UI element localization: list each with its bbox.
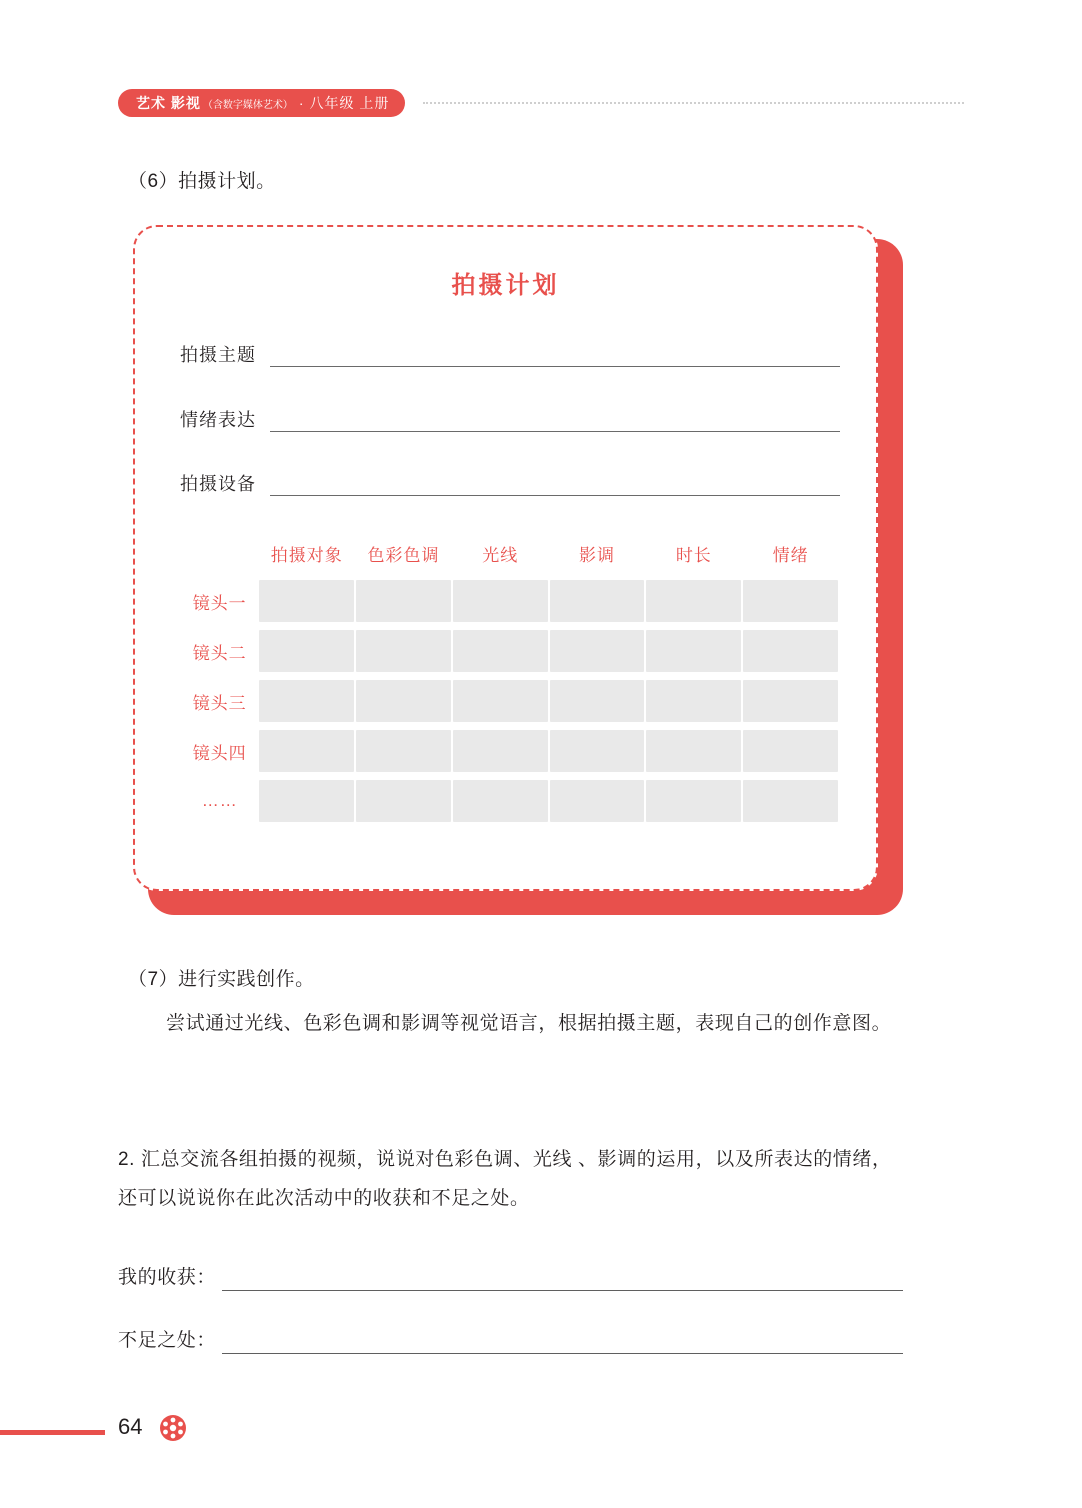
answer-input-shortcomings[interactable] <box>222 1333 903 1354</box>
field-label-emotion: 情绪表达 <box>180 410 256 430</box>
cell-shot1-shadow-tone[interactable] <box>550 580 645 622</box>
table-row <box>182 730 838 772</box>
cell-shot4-duration[interactable] <box>646 730 741 772</box>
cell-more-duration[interactable] <box>646 780 741 822</box>
cell-shot4-emotion[interactable] <box>743 730 838 772</box>
item-7-heading: （7）进行实践创作。 <box>128 969 315 990</box>
cell-shot3-subject[interactable] <box>259 680 354 722</box>
card-title: 拍摄计划 <box>451 272 560 299</box>
cell-more-emotion[interactable] <box>743 780 838 822</box>
cell-shot1-duration[interactable] <box>646 580 741 622</box>
row-label-shot-3: 镜头三 <box>192 693 247 713</box>
table-row <box>182 630 838 672</box>
row-label-shot-2: 镜头二 <box>192 643 247 663</box>
item-6-heading: （6）拍摄计划。 <box>128 171 276 192</box>
page-number: 64 <box>118 1414 143 1439</box>
field-row-theme <box>180 343 840 367</box>
field-input-emotion[interactable] <box>270 413 840 432</box>
item-2-body: 2. 汇总交流各组拍摄的视频，说说对色彩色调、光线 、影调的运用，以及所表达的情绪，还可以说说你在此次活动中的收获和不足之处。 <box>118 1149 892 1209</box>
film-reel-icon <box>158 1413 188 1443</box>
subject-title: 艺术 影视 <box>136 95 201 111</box>
cell-more-subject[interactable] <box>259 780 354 822</box>
card-body <box>133 225 878 891</box>
cell-more-color-tone[interactable] <box>356 780 451 822</box>
cell-shot4-shadow-tone[interactable] <box>550 730 645 772</box>
answer-row-gains <box>118 1265 903 1291</box>
field-input-theme[interactable] <box>270 348 840 367</box>
col-header-subject: 拍摄对象 <box>270 546 343 565</box>
col-header-emotion: 情绪 <box>772 546 809 565</box>
item-7-body: 尝试通过光线、色彩色调和影调等视觉语言，根据拍摄主题，表现自己的创作意图。 <box>166 1013 892 1034</box>
cell-shot2-duration[interactable] <box>646 630 741 672</box>
table-row <box>182 680 838 722</box>
cell-shot4-subject[interactable] <box>259 730 354 772</box>
cell-shot1-emotion[interactable] <box>743 580 838 622</box>
field-input-equipment[interactable] <box>270 477 840 496</box>
row-label-more: …… <box>201 791 238 810</box>
field-row-emotion <box>180 408 840 432</box>
cell-shot2-shadow-tone[interactable] <box>550 630 645 672</box>
answer-input-gains[interactable] <box>222 1270 903 1291</box>
cell-shot3-duration[interactable] <box>646 680 741 722</box>
subject-badge <box>118 89 405 117</box>
grade-label: · 八年级 上册 <box>298 95 390 111</box>
cell-shot4-light[interactable] <box>453 730 548 772</box>
field-row-equipment <box>180 472 840 496</box>
answer-label-shortcomings: 不足之处： <box>118 1330 217 1351</box>
row-label-shot-4: 镜头四 <box>192 743 247 763</box>
subject-subtitle: （含数字媒体艺术） <box>202 100 293 111</box>
cell-more-shadow-tone[interactable] <box>550 780 645 822</box>
cell-shot3-color-tone[interactable] <box>356 680 451 722</box>
shooting-plan-card <box>133 225 903 915</box>
table-corner-header <box>182 540 257 572</box>
cell-shot1-light[interactable] <box>453 580 548 622</box>
page-header <box>118 88 964 118</box>
col-header-color-tone: 色彩色调 <box>367 546 440 565</box>
cell-shot2-subject[interactable] <box>259 630 354 672</box>
col-header-light: 光线 <box>482 546 519 565</box>
cell-shot4-color-tone[interactable] <box>356 730 451 772</box>
row-label-shot-1: 镜头一 <box>192 593 247 613</box>
footer-accent-bar <box>0 1430 105 1435</box>
field-label-equipment: 拍摄设备 <box>180 474 256 494</box>
cell-more-light[interactable] <box>453 780 548 822</box>
cell-shot1-subject[interactable] <box>259 580 354 622</box>
col-header-duration: 时长 <box>675 546 712 565</box>
cell-shot2-emotion[interactable] <box>743 630 838 672</box>
cell-shot2-color-tone[interactable] <box>356 630 451 672</box>
table-row <box>182 580 838 622</box>
answer-row-shortcomings <box>118 1328 903 1354</box>
cell-shot2-light[interactable] <box>453 630 548 672</box>
header-dotted-rule <box>423 102 964 105</box>
cell-shot3-emotion[interactable] <box>743 680 838 722</box>
cell-shot3-light[interactable] <box>453 680 548 722</box>
table-header-row <box>182 540 838 572</box>
cell-shot1-color-tone[interactable] <box>356 580 451 622</box>
field-label-theme: 拍摄主题 <box>180 345 256 365</box>
shot-plan-table <box>180 532 840 830</box>
cell-shot3-shadow-tone[interactable] <box>550 680 645 722</box>
answer-label-gains: 我的收获： <box>118 1267 217 1288</box>
table-row <box>182 780 838 822</box>
col-header-shadow-tone: 影调 <box>579 546 616 565</box>
